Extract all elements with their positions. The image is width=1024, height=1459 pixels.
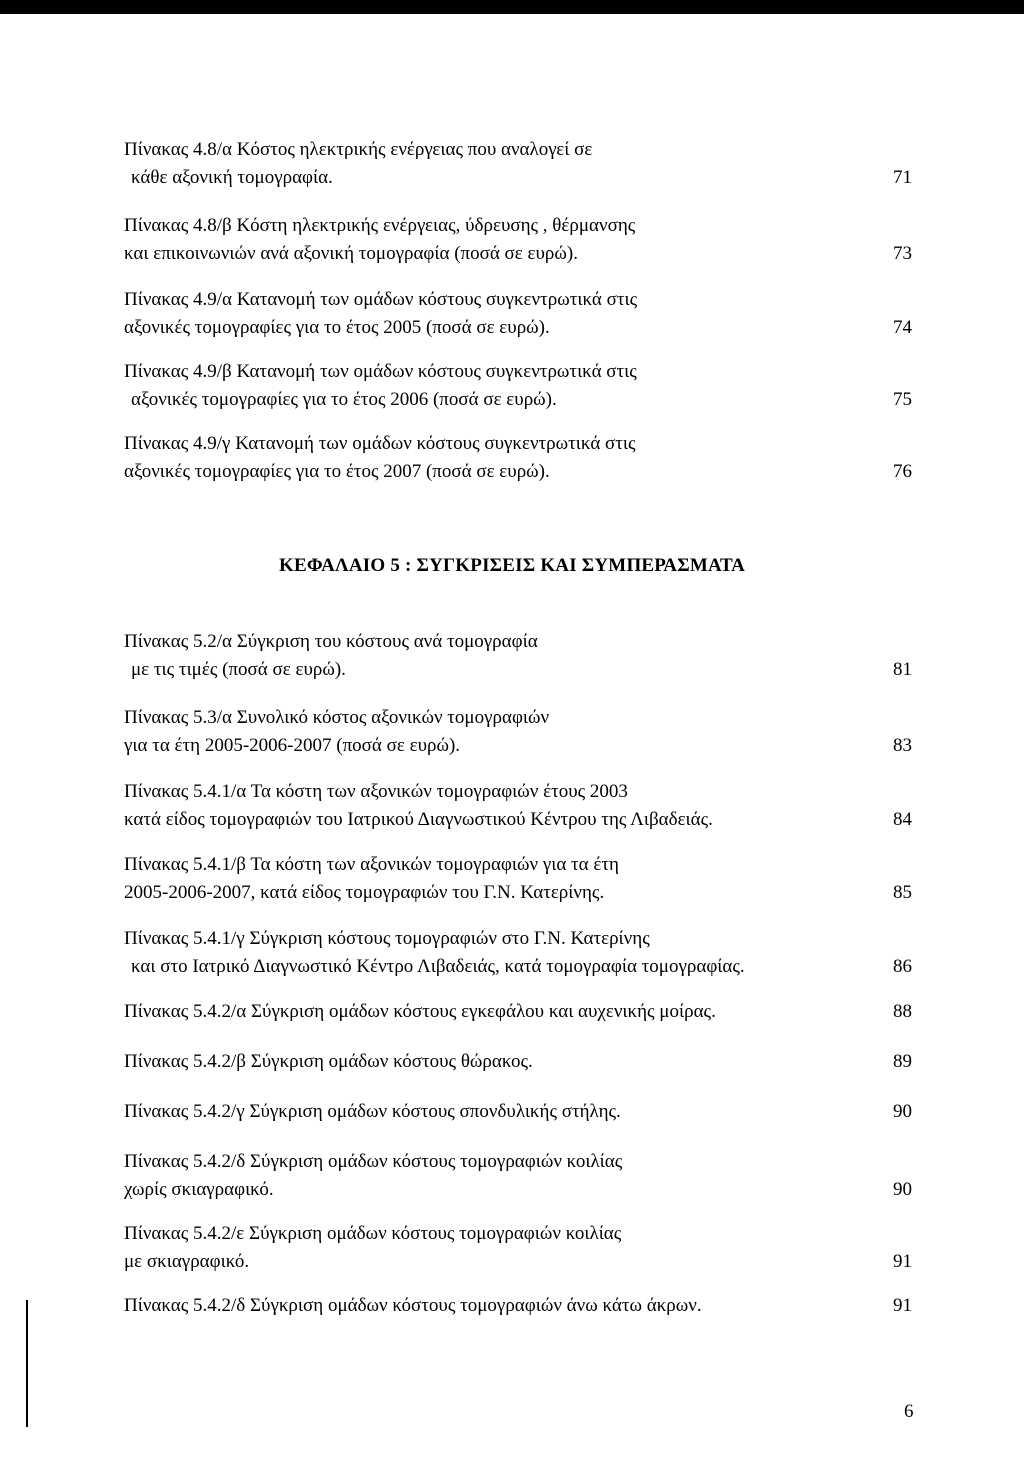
toc-entry-title-cont: κάθε αξονική τομογραφία. [131, 167, 333, 188]
toc-entry[interactable] [0, 212, 1024, 268]
toc-entry[interactable] [0, 358, 1024, 414]
toc-entry-page: 89 [893, 1051, 912, 1072]
toc-entry[interactable] [0, 1148, 1024, 1204]
toc-entry-page: 81 [893, 659, 912, 680]
toc-entry-title: Πίνακας 5.4.2/γ Σύγκριση ομάδων κόστους σπονδυλικής στήλης. [124, 1101, 621, 1122]
toc-entry-page: 90 [893, 1101, 912, 1122]
toc-entry-title-cont: με σκιαγραφικό. [124, 1251, 250, 1272]
chapter-heading: ΚΕΦΑΛΑΙΟ 5 : ΣΥΓΚΡΙΣΕΙΣ ΚΑΙ ΣΥΜΠΕΡΑΣΜΑΤΑ [278, 555, 746, 576]
toc-entry[interactable] [0, 1048, 1024, 1076]
toc-entry-title-cont: και στο Ιατρικό Διαγνωστικό Κέντρο Λιβαδειάς, κατά τομογραφία τομογραφίας. [131, 956, 745, 977]
toc-entry-title: Πίνακας 5.2/α Σύγκριση του κόστους ανά τομογραφία [124, 631, 538, 652]
toc-entry-page: 90 [893, 1179, 912, 1200]
toc-entry-title-cont: για τα έτη 2005-2006-2007 (ποσά σε ευρώ). [124, 735, 461, 756]
toc-entry-title: Πίνακας 4.8/β Κόστη ηλεκτρικής ενέργειας, ύδρευσης , θέρμανσης [124, 215, 636, 236]
toc-entry-title: Πίνακας 5.3/α Συνολικό κόστος αξονικών τομογραφιών [124, 707, 550, 728]
toc-entry[interactable] [0, 286, 1024, 342]
toc-entry-page: 91 [893, 1295, 912, 1316]
scan-top-border [0, 0, 1024, 14]
toc-entry-title: Πίνακας 4.9/β Κατανομή των ομάδων κόστους συγκεντρωτικά στις [124, 361, 637, 382]
toc-entry-page: 84 [893, 809, 912, 830]
toc-entry-title: Πίνακας 5.4.1/γ Σύγκριση κόστους τομογραφιών στο Γ.Ν. Κατερίνης [124, 928, 650, 949]
toc-entry-title: Πίνακας 4.9/α Κατανομή των ομάδων κόστους συγκεντρωτικά στις [124, 289, 638, 310]
toc-entry-page: 76 [893, 461, 912, 482]
toc-entry-page: 86 [893, 956, 912, 977]
toc-entry-page: 83 [893, 735, 912, 756]
toc-entry[interactable] [0, 136, 1024, 192]
toc-entry-page: 88 [893, 1001, 912, 1022]
toc-entry[interactable] [0, 778, 1024, 834]
toc-entry-title: Πίνακας 5.4.2/δ Σύγκριση ομάδων κόστους τομογραφιών κοιλίας [124, 1151, 623, 1172]
toc-entry-page: 73 [893, 243, 912, 264]
toc-entry-title: Πίνακας 5.4.2/δ Σύγκριση ομάδων κόστους τομογραφιών άνω κάτω άκρων. [124, 1295, 702, 1316]
toc-entry-title: Πίνακας 5.4.1/β Τα κόστη των αξονικών τομογραφιών για τα έτη [124, 854, 619, 875]
toc-entry-title-cont: με τις τιμές (ποσά σε ευρώ). [131, 659, 346, 680]
toc-entry-title-cont: 2005-2006-2007, κατά είδος τομογραφιών του Γ.Ν. Κατερίνης. [124, 882, 605, 903]
toc-entry-title: Πίνακας 5.4.2/α Σύγκριση ομάδων κόστους εγκεφάλου και αυχενικής μοίρας. [124, 1001, 716, 1022]
toc-entry[interactable] [0, 1220, 1024, 1276]
toc-entry-page: 74 [893, 317, 912, 338]
toc-entry[interactable] [0, 704, 1024, 760]
toc-entry[interactable] [0, 1098, 1024, 1126]
toc-entry-title: Πίνακας 4.9/γ Κατανομή των ομάδων κόστους συγκεντρωτικά στις [124, 433, 636, 454]
toc-entry-title-cont: αξονικές τομογραφίες για το έτος 2006 (ποσά σε ευρώ). [131, 389, 557, 410]
toc-entry-title: Πίνακας 5.4.1/α Τα κόστη των αξονικών τομογραφιών έτους 2003 [124, 781, 628, 802]
toc-entry-title-cont: χωρίς σκιαγραφικό. [124, 1179, 274, 1200]
toc-entry[interactable] [0, 925, 1024, 981]
toc-entry-title: Πίνακας 5.4.2/β Σύγκριση ομάδων κόστους θώρακος. [124, 1051, 533, 1072]
toc-entry[interactable] [0, 998, 1024, 1026]
toc-entry-page: 91 [893, 1251, 912, 1272]
toc-entry[interactable] [0, 1292, 1024, 1320]
toc-entry[interactable] [0, 851, 1024, 907]
toc-entry-title-cont: αξονικές τομογραφίες για το έτος 2005 (ποσά σε ευρώ). [124, 317, 550, 338]
toc-entry-title: Πίνακας 4.8/α Κόστος ηλεκτρικής ενέργειας που αναλογεί σε [124, 139, 593, 160]
toc-entry-page: 71 [893, 167, 912, 188]
toc-entry-title-cont: αξονικές τομογραφίες για το έτος 2007 (ποσά σε ευρώ). [124, 461, 550, 482]
toc-entry-page: 85 [893, 882, 912, 903]
toc-entry-title-cont: και επικοινωνιών ανά αξονική τομογραφία (ποσά σε ευρώ). [124, 243, 578, 264]
page-number: 6 [904, 1401, 914, 1422]
toc-entry-page: 75 [893, 389, 912, 410]
toc-entry-title: Πίνακας 5.4.2/ε Σύγκριση ομάδων κόστους τομογραφιών κοιλίας [124, 1223, 622, 1244]
toc-entry[interactable] [0, 628, 1024, 684]
toc-entry[interactable] [0, 430, 1024, 486]
toc-entry-title-cont: κατά είδος τομογραφιών του Ιατρικού Διαγνωστικού Κέντρου της Λιβαδειάς. [124, 809, 713, 830]
